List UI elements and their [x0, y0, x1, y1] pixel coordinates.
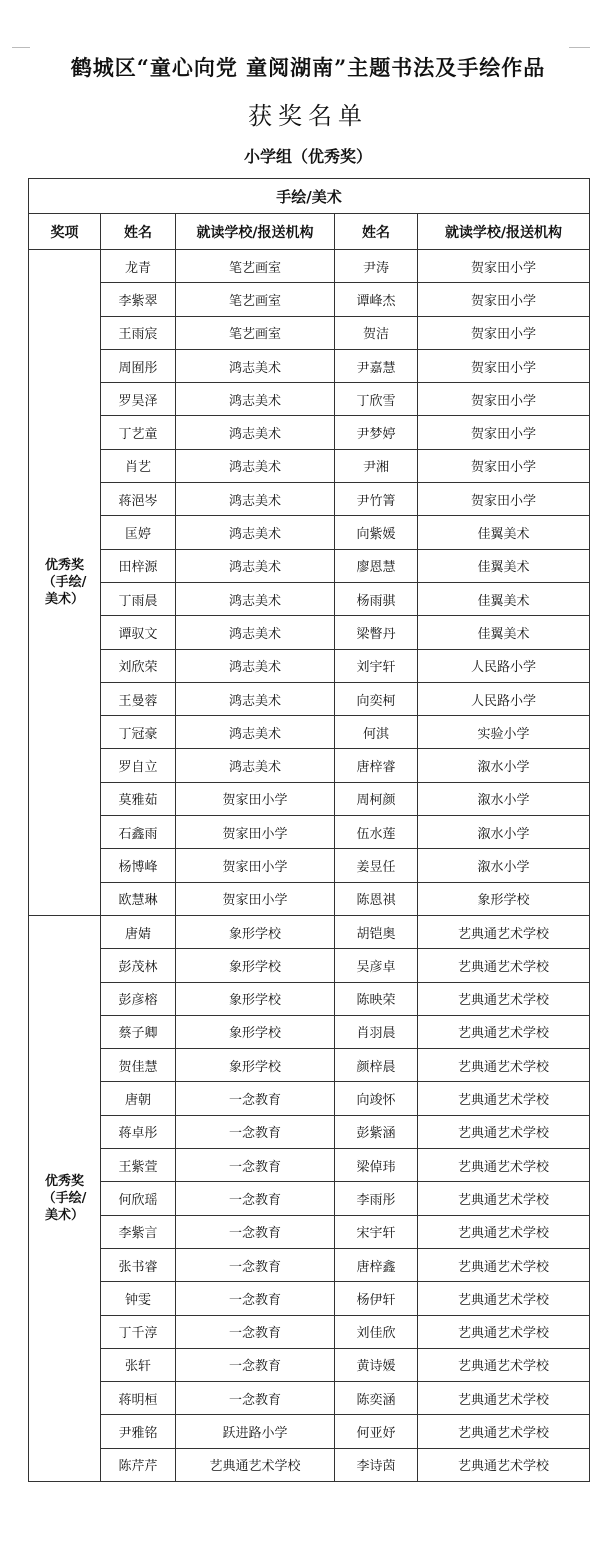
school-cell: 佳翼美术: [418, 516, 590, 549]
school-cell: 跃进路小学: [176, 1415, 335, 1448]
table-row: [29, 1415, 590, 1448]
student-name-cell: 张轩: [101, 1348, 176, 1381]
school-cell: 鸿志美术: [176, 349, 335, 382]
student-name-cell: 何淇: [335, 716, 418, 749]
student-name-cell: 陈恩祺: [335, 882, 418, 915]
document-title: 鹤城区“童心向党 童阅湖南”主题书法及手绘作品: [70, 55, 546, 80]
table-row: [29, 383, 590, 416]
school-cell: 贺家田小学: [418, 449, 590, 482]
table-row: [29, 616, 590, 649]
school-cell: 象形学校: [176, 949, 335, 982]
school-cell: 鸿志美术: [176, 549, 335, 582]
table-row: [29, 349, 590, 382]
table-row: [29, 982, 590, 1015]
student-name-cell: 丁欣雪: [335, 383, 418, 416]
table-row: [29, 1015, 590, 1048]
table-row: [29, 316, 590, 349]
school-cell: 贺家田小学: [418, 250, 590, 283]
table-row: [29, 416, 590, 449]
student-name-cell: 伍水莲: [335, 816, 418, 849]
student-name-cell: 吴彦卓: [335, 949, 418, 982]
student-name-cell: 贺佳慧: [101, 1049, 176, 1082]
student-name-cell: 梁倬玮: [335, 1149, 418, 1182]
school-cell: 贺家田小学: [418, 483, 590, 516]
student-name-cell: 蔡子卿: [101, 1015, 176, 1048]
student-name-cell: 何欣瑶: [101, 1182, 176, 1215]
student-name-cell: 贺洁: [335, 316, 418, 349]
table-row: [29, 1248, 590, 1281]
student-name-cell: 丁雨晨: [101, 582, 176, 615]
school-cell: 鸿志美术: [176, 483, 335, 516]
table-body: [29, 250, 590, 1482]
table-row: [29, 1115, 590, 1148]
school-cell: 贺家田小学: [418, 283, 590, 316]
student-name-cell: 向奕柯: [335, 682, 418, 715]
school-cell: 鸿志美术: [176, 416, 335, 449]
student-name-cell: 彭彦榕: [101, 982, 176, 1015]
school-cell: 艺典通艺术学校: [418, 1082, 590, 1115]
student-name-cell: 颜梓晨: [335, 1049, 418, 1082]
school-cell: 艺典通艺术学校: [418, 1448, 590, 1481]
school-cell: 艺典通艺术学校: [418, 1149, 590, 1182]
student-name-cell: 陈芹芹: [101, 1448, 176, 1481]
school-cell: 鸿志美术: [176, 383, 335, 416]
student-name-cell: 胡铠奥: [335, 915, 418, 948]
student-name-cell: 杨雨骐: [335, 582, 418, 615]
column-header-school: 就读学校/报送机构: [418, 214, 590, 250]
school-cell: 笔艺画室: [176, 283, 335, 316]
table-row: [29, 882, 590, 915]
student-name-cell: 罗昊泽: [101, 383, 176, 416]
school-cell: 艺典通艺术学校: [418, 1215, 590, 1248]
school-cell: 艺典通艺术学校: [418, 1182, 590, 1215]
student-name-cell: 彭紫涵: [335, 1115, 418, 1148]
column-header-name: 姓名: [335, 214, 418, 250]
column-header-name: 姓名: [101, 214, 176, 250]
student-name-cell: 宋宇轩: [335, 1215, 418, 1248]
school-cell: 象形学校: [176, 1015, 335, 1048]
school-cell: 鸿志美术: [176, 749, 335, 782]
school-cell: 艺典通艺术学校: [418, 949, 590, 982]
award-label-line: 优秀奖: [44, 557, 84, 573]
student-name-cell: 王雨宸: [101, 316, 176, 349]
school-cell: 一念教育: [176, 1149, 335, 1182]
student-name-cell: 尹嘉慧: [335, 349, 418, 382]
column-header-school: 就读学校/报送机构: [176, 214, 335, 250]
student-name-cell: 蒋卓彤: [101, 1115, 176, 1148]
student-name-cell: 蒋明桓: [101, 1382, 176, 1415]
award-label-line: 美术）: [44, 591, 84, 607]
school-cell: 艺典通艺术学校: [418, 1115, 590, 1148]
student-name-cell: 尹涛: [335, 250, 418, 283]
table-row: [29, 1382, 590, 1415]
school-cell: 一念教育: [176, 1248, 335, 1281]
awards-table: [28, 178, 590, 1482]
student-name-cell: 钟雯: [101, 1282, 176, 1315]
table-row: [29, 1149, 590, 1182]
student-name-cell: 李紫言: [101, 1215, 176, 1248]
student-name-cell: 肖羽晨: [335, 1015, 418, 1048]
award-label-line: 美术）: [44, 1207, 84, 1223]
student-name-cell: 刘欣荣: [101, 649, 176, 682]
school-cell: 艺典通艺术学校: [418, 1415, 590, 1448]
student-name-cell: 莫雅茹: [101, 782, 176, 815]
school-cell: 艺典通艺术学校: [418, 1282, 590, 1315]
school-cell: 笔艺画室: [176, 250, 335, 283]
school-cell: 人民路小学: [418, 682, 590, 715]
school-cell: 一念教育: [176, 1215, 335, 1248]
school-cell: 贺家田小学: [176, 816, 335, 849]
column-header-award: 奖项: [29, 214, 101, 250]
table-row: [29, 483, 590, 516]
school-cell: 鸿志美术: [176, 516, 335, 549]
school-cell: 溆水小学: [418, 849, 590, 882]
school-cell: 艺典通艺术学校: [418, 982, 590, 1015]
school-cell: 艺典通艺术学校: [418, 1315, 590, 1348]
school-cell: 一念教育: [176, 1315, 335, 1348]
table-row: [29, 549, 590, 582]
table-row: [29, 716, 590, 749]
table-row: [29, 682, 590, 715]
school-cell: 艺典通艺术学校: [418, 1248, 590, 1281]
school-cell: 一念教育: [176, 1182, 335, 1215]
award-label-line: （手绘/: [42, 1190, 87, 1206]
student-name-cell: 向竣怀: [335, 1082, 418, 1115]
student-name-cell: 丁艺童: [101, 416, 176, 449]
table-row: [29, 1448, 590, 1481]
student-name-cell: 杨博峰: [101, 849, 176, 882]
student-name-cell: 唐婧: [101, 915, 176, 948]
student-name-cell: 丁千淳: [101, 1315, 176, 1348]
student-name-cell: 李诗茵: [335, 1448, 418, 1481]
student-name-cell: 谭驭文: [101, 616, 176, 649]
student-name-cell: 黄诗媛: [335, 1348, 418, 1381]
table-row: [29, 1182, 590, 1215]
document-subtitle: 获奖名单: [248, 102, 368, 130]
table-row: [29, 1215, 590, 1248]
table-row: [29, 1282, 590, 1315]
table-row: [29, 1348, 590, 1381]
student-name-cell: 石鑫雨: [101, 816, 176, 849]
award-category-cell: [29, 250, 101, 916]
table-row: [29, 649, 590, 682]
student-name-cell: 罗自立: [101, 749, 176, 782]
school-cell: 鸿志美术: [176, 449, 335, 482]
table-row: [29, 250, 590, 283]
school-cell: 艺典通艺术学校: [418, 915, 590, 948]
school-cell: 象形学校: [176, 915, 335, 948]
student-name-cell: 周柯颜: [335, 782, 418, 815]
school-cell: 象形学校: [176, 982, 335, 1015]
table-row: [29, 283, 590, 316]
school-cell: 贺家田小学: [418, 416, 590, 449]
table-row: [29, 1315, 590, 1348]
school-cell: 一念教育: [176, 1082, 335, 1115]
school-cell: 一念教育: [176, 1282, 335, 1315]
school-cell: 贺家田小学: [176, 782, 335, 815]
school-cell: 贺家田小学: [418, 349, 590, 382]
group-heading: 小学组（优秀奖）: [243, 147, 372, 166]
table-row: [29, 749, 590, 782]
award-category-cell: [29, 915, 101, 1481]
school-cell: 贺家田小学: [418, 383, 590, 416]
student-name-cell: 杨伊轩: [335, 1282, 418, 1315]
student-name-cell: 王曼蓉: [101, 682, 176, 715]
table-row: [29, 849, 590, 882]
school-cell: 鸿志美术: [176, 582, 335, 615]
student-name-cell: 廖恩慧: [335, 549, 418, 582]
school-cell: 象形学校: [176, 1049, 335, 1082]
school-cell: 笔艺画室: [176, 316, 335, 349]
school-cell: 溆水小学: [418, 816, 590, 849]
school-cell: 佳翼美术: [418, 582, 590, 615]
student-name-cell: 丁冠豪: [101, 716, 176, 749]
student-name-cell: 肖艺: [101, 449, 176, 482]
school-cell: 象形学校: [418, 882, 590, 915]
table-row: [29, 782, 590, 815]
student-name-cell: 周囿彤: [101, 349, 176, 382]
table-row: [29, 949, 590, 982]
school-cell: 佳翼美术: [418, 616, 590, 649]
category-header: 手绘/美术: [29, 179, 590, 214]
student-name-cell: 唐梓鑫: [335, 1248, 418, 1281]
student-name-cell: 田梓源: [101, 549, 176, 582]
school-cell: 一念教育: [176, 1382, 335, 1415]
student-name-cell: 向紫媛: [335, 516, 418, 549]
student-name-cell: 刘佳欣: [335, 1315, 418, 1348]
school-cell: 溆水小学: [418, 782, 590, 815]
page-corner-mark: [12, 47, 30, 48]
student-name-cell: 匡婷: [101, 516, 176, 549]
student-name-cell: 何亚妤: [335, 1415, 418, 1448]
table-row: [29, 915, 590, 948]
student-name-cell: 彭茂林: [101, 949, 176, 982]
table-row: [29, 449, 590, 482]
school-cell: 艺典通艺术学校: [418, 1348, 590, 1381]
student-name-cell: 谭峰杰: [335, 283, 418, 316]
school-cell: 佳翼美术: [418, 549, 590, 582]
student-name-cell: 龙青: [101, 250, 176, 283]
student-name-cell: 李紫翠: [101, 283, 176, 316]
school-cell: 贺家田小学: [176, 882, 335, 915]
student-name-cell: 尹雅铭: [101, 1415, 176, 1448]
table-row: [29, 516, 590, 549]
student-name-cell: 梁瞥丹: [335, 616, 418, 649]
school-cell: 贺家田小学: [418, 316, 590, 349]
student-name-cell: 陈映荣: [335, 982, 418, 1015]
school-cell: 艺典通艺术学校: [418, 1049, 590, 1082]
table-row: [29, 816, 590, 849]
table-row: [29, 1049, 590, 1082]
school-cell: 艺典通艺术学校: [418, 1382, 590, 1415]
student-name-cell: 唐朝: [101, 1082, 176, 1115]
school-cell: 人民路小学: [418, 649, 590, 682]
school-cell: 艺典通艺术学校: [176, 1448, 335, 1481]
student-name-cell: 蒋浥岑: [101, 483, 176, 516]
student-name-cell: 刘宇轩: [335, 649, 418, 682]
award-label-line: 优秀奖: [44, 1173, 84, 1189]
table-row: [29, 582, 590, 615]
student-name-cell: 张书睿: [101, 1248, 176, 1281]
school-cell: 鸿志美术: [176, 682, 335, 715]
award-label-line: （手绘/: [42, 574, 87, 590]
student-name-cell: 王紫萱: [101, 1149, 176, 1182]
student-name-cell: 尹竹箐: [335, 483, 418, 516]
student-name-cell: 尹湘: [335, 449, 418, 482]
school-cell: 溆水小学: [418, 749, 590, 782]
school-cell: 实验小学: [418, 716, 590, 749]
school-cell: 艺典通艺术学校: [418, 1015, 590, 1048]
student-name-cell: 姜昱任: [335, 849, 418, 882]
school-cell: 贺家田小学: [176, 849, 335, 882]
student-name-cell: 尹梦婷: [335, 416, 418, 449]
school-cell: 鸿志美术: [176, 649, 335, 682]
student-name-cell: 唐梓睿: [335, 749, 418, 782]
student-name-cell: 李雨彤: [335, 1182, 418, 1215]
school-cell: 鸿志美术: [176, 716, 335, 749]
student-name-cell: 欧慧琳: [101, 882, 176, 915]
school-cell: 一念教育: [176, 1348, 335, 1381]
table-row: [29, 1082, 590, 1115]
school-cell: 鸿志美术: [176, 616, 335, 649]
page-corner-mark: [569, 47, 590, 48]
school-cell: 一念教育: [176, 1115, 335, 1148]
student-name-cell: 陈奕涵: [335, 1382, 418, 1415]
